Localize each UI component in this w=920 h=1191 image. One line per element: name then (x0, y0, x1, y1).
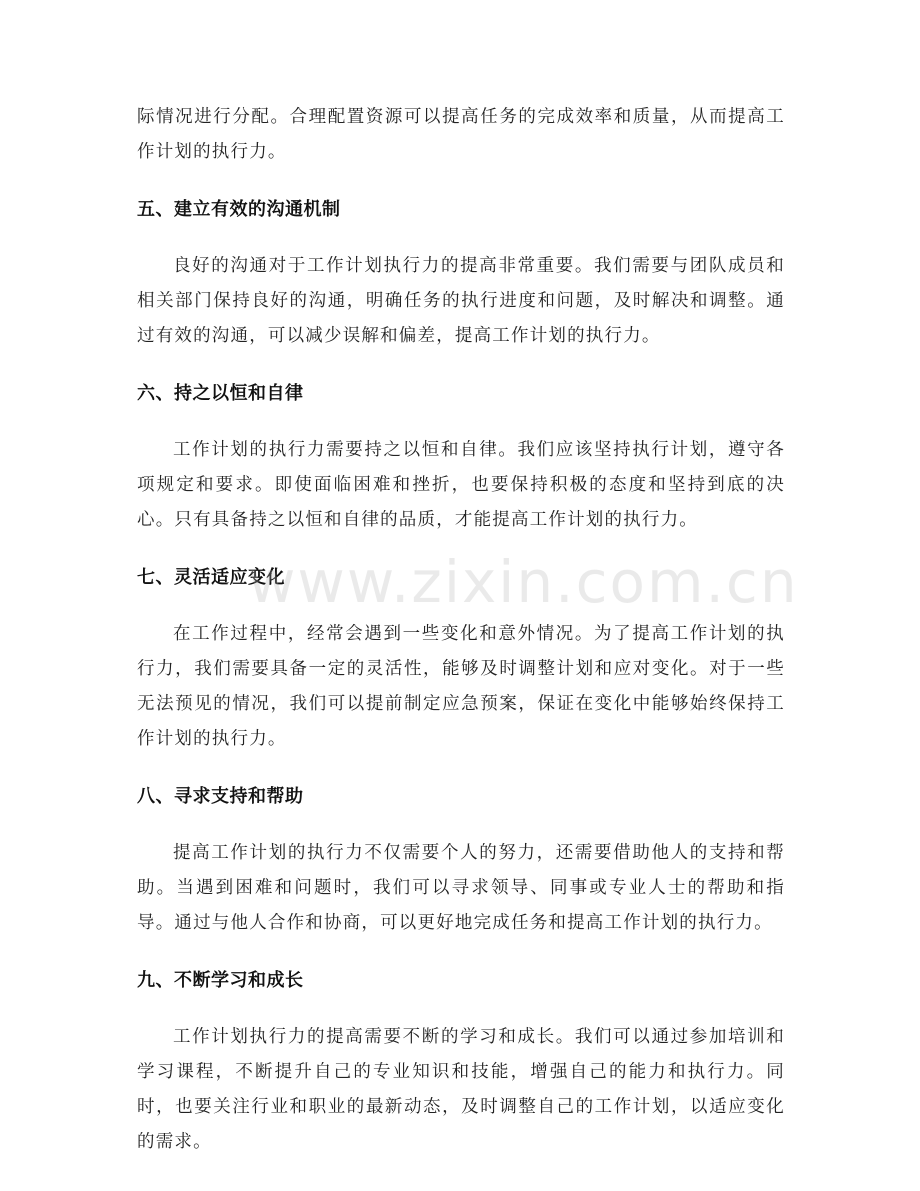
document-page (137, 100, 785, 1160)
section-body-9: 工作计划执行力的提高需要不断的学习和成长。我们可以通过参加培训和学习课程，不断提升自己的专业知识和技能，增强自己的能力和执行力。同时，也要关注行业和职业的最新动态，及时调整自己的工作计划，以适应变化的需求。 (137, 1027, 785, 1152)
section-heading-7: 七、灵活适应变化 (137, 567, 285, 588)
section-body-6: 工作计划的执行力需要持之以恒和自律。我们应该坚持执行计划，遵守各项规定和要求。即使面临困难和挫折，也要保持积极的态度和坚持到底的决心。只有具备持之以恒和自律的品质，才能提高工作计划的执行力。 (137, 440, 785, 530)
section-heading-5: 五、建立有效的沟通机制 (137, 199, 341, 220)
section-heading-8: 八、寻求支持和帮助 (137, 786, 304, 807)
section-body-5: 良好的沟通对于工作计划执行力的提高非常重要。我们需要与团队成员和相关部门保持良好的沟通，明确任务的执行进度和问题，及时解决和调整。通过有效的沟通，可以减少误解和偏差，提高工作计划的执行力。 (137, 256, 785, 346)
section-body-7: 在工作过程中，经常会遇到一些变化和意外情况。为了提高工作计划的执行力，我们需要具备一定的灵活性，能够及时调整计划和应对变化。对于一些无法预见的情况，我们可以提前制定应急预案，保证在变化中能够始终保持工作计划的执行力。 (137, 624, 785, 749)
section-heading-9: 九、不断学习和成长 (137, 970, 304, 991)
section-body-8: 提高工作计划的执行力不仅需要个人的努力，还需要借助他人的支持和帮助。当遇到困难和问题时，我们可以寻求领导、同事或专业人士的帮助和指导。通过与他人合作和协商，可以更好地完成任务和提高工作计划的执行力。 (137, 843, 785, 933)
watermark: www.zixin.com.cn (248, 548, 799, 616)
section-heading-6: 六、持之以恒和自律 (137, 383, 304, 404)
intro-paragraph: 际情况进行分配。合理配置资源可以提高任务的完成效率和质量，从而提高工作计划的执行力。 (137, 107, 785, 162)
